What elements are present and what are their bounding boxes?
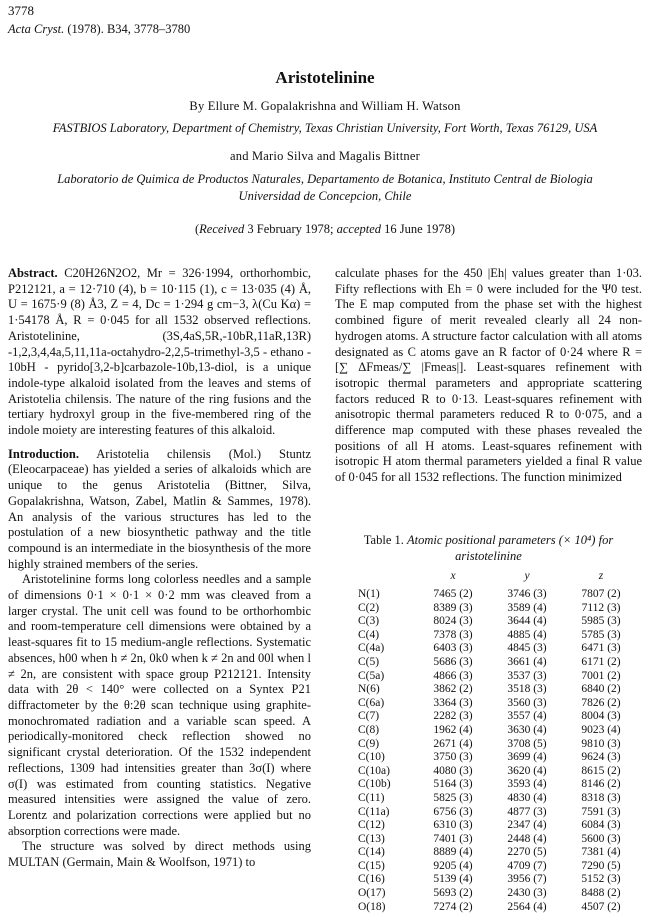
z-cell: 7001 (2) [581,669,621,682]
table-1-caption-text-2: aristotelinine [455,549,522,563]
z-cell: 6471 (3) [581,642,621,655]
right-column [335,266,642,486]
y-cell: 2270 (5) [507,846,547,859]
table-row [358,792,638,806]
introduction-heading: Introduction. [8,446,79,461]
atom-label-cell: N(6) [358,683,380,696]
y-cell: 2430 (3) [507,887,547,900]
y-cell: 3746 (3) [507,588,547,600]
z-cell: 7807 (2) [581,588,621,600]
table-row [358,765,638,779]
authors-line-2: and Mario Silva and Magalis Bittner [230,149,420,163]
table-row [358,751,638,765]
x-cell: 5164 (3) [433,778,473,791]
introduction-text-1: Aristotelia chilensis (Mol.) Stuntz (Eleocarpaceae) has yielded a series of alkaloids which are unique to the genus Aristotelia (Bittner, Silva, Gopalakrishna, Watson, Zabel, Matlin & Sammes, 1978). An analysis of the various structures has led to the postulation of a new biosynthetic pathway and the title compound is an intermediate in the biosynthesis of the more highly strained members of the series. [8,446,311,571]
z-cell: 5600 (3) [581,832,621,845]
x-cell: 8889 (4) [433,846,473,859]
abstract-heading: Abstract. [8,266,58,280]
table-row [358,602,638,616]
z-cell: 9810 (3) [581,737,621,750]
z-cell: 6171 (2) [581,655,621,668]
accepted-date: 16 June 1978 [384,222,451,236]
x-cell: 3862 (2) [433,683,473,696]
atom-label-cell: O(18) [358,900,386,913]
table-row [358,588,638,602]
z-cell: 7112 (3) [581,601,621,614]
y-cell: 3589 (4) [507,601,547,614]
affiliation-2-line-2: Universidad de Concepcion, Chile [238,189,412,203]
z-cell: 6084 (3) [581,819,621,832]
x-cell: 2671 (4) [433,737,473,750]
affiliation-2-line-1: Laboratorio de Quimica de Productos Naturales, Departamento de Botanica, Instituto Central de Biologia [57,172,593,186]
y-cell: 4830 (4) [507,791,547,804]
x-cell: 3750 (3) [433,751,473,764]
table-row [358,642,638,656]
affiliation-1: FASTBIOS Laboratory, Department of Chemistry, Texas Christian University, Fort Worth, Texas 76129, USA [52,121,598,135]
atomic-parameters-table [358,570,638,914]
y-cell: 3644 (4) [507,615,547,628]
y-cell: 4845 (3) [507,642,547,655]
atom-label-cell: C(16) [358,873,385,886]
table-row [358,819,638,833]
atom-label-cell: C(14) [358,846,385,859]
y-cell: 3518 (3) [507,683,547,696]
y-cell: 3593 (4) [507,778,547,791]
z-cell: 7290 (5) [581,859,621,872]
article-title: Aristotelinine [275,68,375,87]
y-cell: 3708 (5) [507,737,547,750]
page-number: 3778 [8,3,34,18]
table-row [358,860,638,874]
atom-label-cell: C(10a) [358,764,390,777]
x-cell: 5686 (3) [433,655,473,668]
x-cell: 1962 (4) [433,723,473,736]
received-accepted-dates: (Received 3 February 1978; accepted 16 June 1978) [194,222,456,236]
y-cell: 2564 (4) [507,900,547,913]
z-cell: 8146 (2) [581,778,621,791]
table-row [358,710,638,724]
x-cell: 8024 (3) [433,615,473,628]
table-row [358,629,638,643]
y-cell: 3557 (4) [507,710,547,723]
table-row [358,683,638,697]
x-cell: 7378 (3) [433,628,473,641]
x-cell: 4866 (3) [433,669,473,682]
y-cell: 3537 (3) [507,669,547,682]
abstract-text: C20H26N2O2, Mr = 326·1994, orthorhombic, P212121, a = 12·710 (4), b = 10·115 (1), c = 13·035 (4) Å, U = 1675·9 (8) Å3, Z = 4, Dc = 1·294 g cm−3, λ(Cu Kα) = 1·54178 Å, R = 0·045 for all 1532 observed reflections. Aristotelinine, (3S,4aS,5R,-10bR,11aR,13R) -1,2,3,4,4a,5,11,11a-octahydro-2,2,5-trimethyl-3,5 - ethano - 10bH - pyrido[3,2-b]carbazole-10b,13-diol, is a unique indole-type alkaloid isolated from the leaves and stems of Aristotelia chilensis. The nature of the ring fusions and the tertiary hydroxyl group in the five-membered ring of the indole moiety are interesting features of this alkaloid. [8,266,312,438]
atom-label-cell: C(10b) [358,778,391,791]
atom-label-cell: O(17) [358,887,386,900]
z-cell: 6840 (2) [581,683,621,696]
col-header-y: y [524,570,530,582]
atom-label-cell: C(9) [358,737,380,750]
table-row [358,738,638,752]
z-cell: 5152 (3) [581,873,621,886]
y-cell: 3956 (7) [507,873,547,886]
z-cell: 4507 (2) [581,900,621,913]
atom-label-cell: C(10) [358,751,385,764]
affiliation-2 [0,171,650,205]
col-header-x: x [450,570,456,582]
atom-label-cell: C(2) [358,601,380,614]
y-cell: 2448 (4) [507,832,547,845]
journal-volume-pages: (1978). B34, 3778–3780 [64,22,191,36]
x-cell: 3364 (3) [433,696,473,709]
z-cell: 9023 (4) [581,723,621,736]
x-cell: 5825 (3) [433,791,473,804]
left-column [8,266,311,871]
y-cell: 3620 (4) [507,764,547,777]
z-cell: 7826 (2) [581,696,621,709]
table-1-caption-text-1: Atomic positional parameters (× 10⁴) for [407,533,614,547]
x-cell: 5693 (2) [433,887,473,900]
atom-label-cell: C(8) [358,723,380,736]
x-cell: 7274 (2) [433,900,473,913]
z-cell: 7381 (4) [581,846,621,859]
abstract-paragraph [8,266,311,439]
table-row [358,887,638,901]
atom-label-cell: C(15) [358,859,385,872]
x-cell: 2282 (3) [433,710,473,723]
x-cell: 6756 (3) [433,805,473,818]
y-cell: 4709 (7) [507,859,547,872]
authors-line-1: By Ellure M. Gopalakrishna and William H. Watson [189,99,461,113]
atom-label-cell: C(3) [358,615,380,628]
table-row [358,724,638,738]
table-1-caption-line-1 [335,532,642,548]
x-cell: 6403 (3) [433,642,473,655]
y-cell: 4877 (3) [507,805,547,818]
table-row [358,670,638,684]
introduction-paragraph-2: Aristotelinine forms long colorless needles and a sample of dimensions 0·1 × 0·1 × 0·2 mm was cleaved from a larger crystal. The unit cell was found to be orthorhombic and room-temperature cell dimensions were obtained by a least-squares fit to 15 medium-angle reflections. Systematic absences, h00 when h ≠ 2n, 0k0 when k ≠ 2n and 00l when l ≠ 2n, are consistent with space group P212121. Intensity data with 2θ < 140° were collected on a Syntex P21 diffractometer by the θ:2θ scan technique using graphite-monochromated radiation and a variable scan speed. A periodically-monitored check reflection showed no significant crystal deterioration. Of the 1532 independent reflections, 1309 had intensities greater than 3σ(I) where σ(I) was estimated from counting statistics. Negative measured intensities were assigned the value of zero. Lorentz and polarization corrections were applied but no absorption corrections were made. [8,572,311,838]
y-cell: 4885 (4) [507,628,547,641]
received-date: 3 February 1978 [247,222,331,236]
y-cell: 3699 (4) [507,751,547,764]
table-row [358,778,638,792]
x-cell: 4080 (3) [433,764,473,777]
table-row [358,833,638,847]
x-cell: 7465 (2) [433,588,473,600]
atom-label-cell: C(11a) [358,805,390,818]
z-cell: 8004 (3) [581,710,621,723]
z-cell: 5985 (3) [581,615,621,628]
table-row [358,901,638,914]
table-row [358,656,638,670]
table-row [358,873,638,887]
atom-label-cell: C(4a) [358,642,385,655]
x-cell: 8389 (3) [433,601,473,614]
y-cell: 3630 (4) [507,723,547,736]
x-cell: 9205 (4) [433,859,473,872]
y-cell: 3661 (4) [507,655,547,668]
y-cell: 3560 (3) [507,696,547,709]
atom-label-cell: C(7) [358,710,380,723]
z-cell: 8488 (2) [581,887,621,900]
atom-label-cell: C(12) [358,819,385,832]
introduction-paragraph-1 [8,447,311,573]
x-cell: 6310 (3) [433,819,473,832]
table-1-label: Table 1. [363,533,404,547]
journal-citation [8,22,190,37]
z-cell: 5785 (3) [581,628,621,641]
x-cell: 7401 (3) [433,832,473,845]
z-cell: 9624 (3) [581,751,621,764]
table-header-row [358,570,638,588]
journal-name: Acta Cryst. [8,22,65,36]
col-header-z: z [598,570,604,582]
table-body [358,588,638,914]
introduction-paragraph-3: The structure was solved by direct methods using MULTAN (Germain, Main & Woolfson, 1971) to [8,839,311,870]
received-label: Received [199,222,245,236]
atom-label-cell: C(4) [358,628,380,641]
x-cell: 5139 (4) [433,873,473,886]
table-row [358,846,638,860]
table-1-caption [335,532,642,564]
table-row [358,615,638,629]
atom-label-cell: C(6a) [358,696,385,709]
table-row [358,697,638,711]
z-cell: 8615 (2) [581,764,621,777]
introduction-paragraph-3-continued: calculate phases for the 450 |Eh| values greater than 1·03. Fifty reflections with Eh = 0 were included for the Ψ0 test. The E map computed from the phase set with the highest combined figure of merit revealed clearly all 24 non-hydrogen atoms. A structure factor calculation with all atoms designated as C atoms gave an R factor of 0·24 where R = [∑ ΔFmeas/∑ |Fmeas|]. Least-squares refinement with isotropic thermal parameters and appropriate scattering factors reduced R to 0·13. Least-squares refinement with anisotropic thermal parameters reduced R to 0·075, and a difference map computed with these phases revealed the positions of all H atoms. Least-squares refinement with isotropic H atom thermal parameters yielded a final R value of 0·045 for all 1532 reflections. The function minimized [335,266,642,485]
atom-label-cell: C(5) [358,655,380,668]
atom-label-cell: C(13) [358,832,385,845]
y-cell: 2347 (4) [507,819,547,832]
atom-label-cell: N(1) [358,588,380,600]
accepted-label: accepted [336,222,382,236]
col-header-atom [358,570,416,588]
table-row [358,806,638,820]
z-cell: 7591 (3) [581,805,621,818]
atom-label-cell: C(11) [358,791,385,804]
atom-label-cell: C(5a) [358,669,385,682]
table-1-caption-line-2 [335,548,642,564]
z-cell: 8318 (3) [581,791,621,804]
